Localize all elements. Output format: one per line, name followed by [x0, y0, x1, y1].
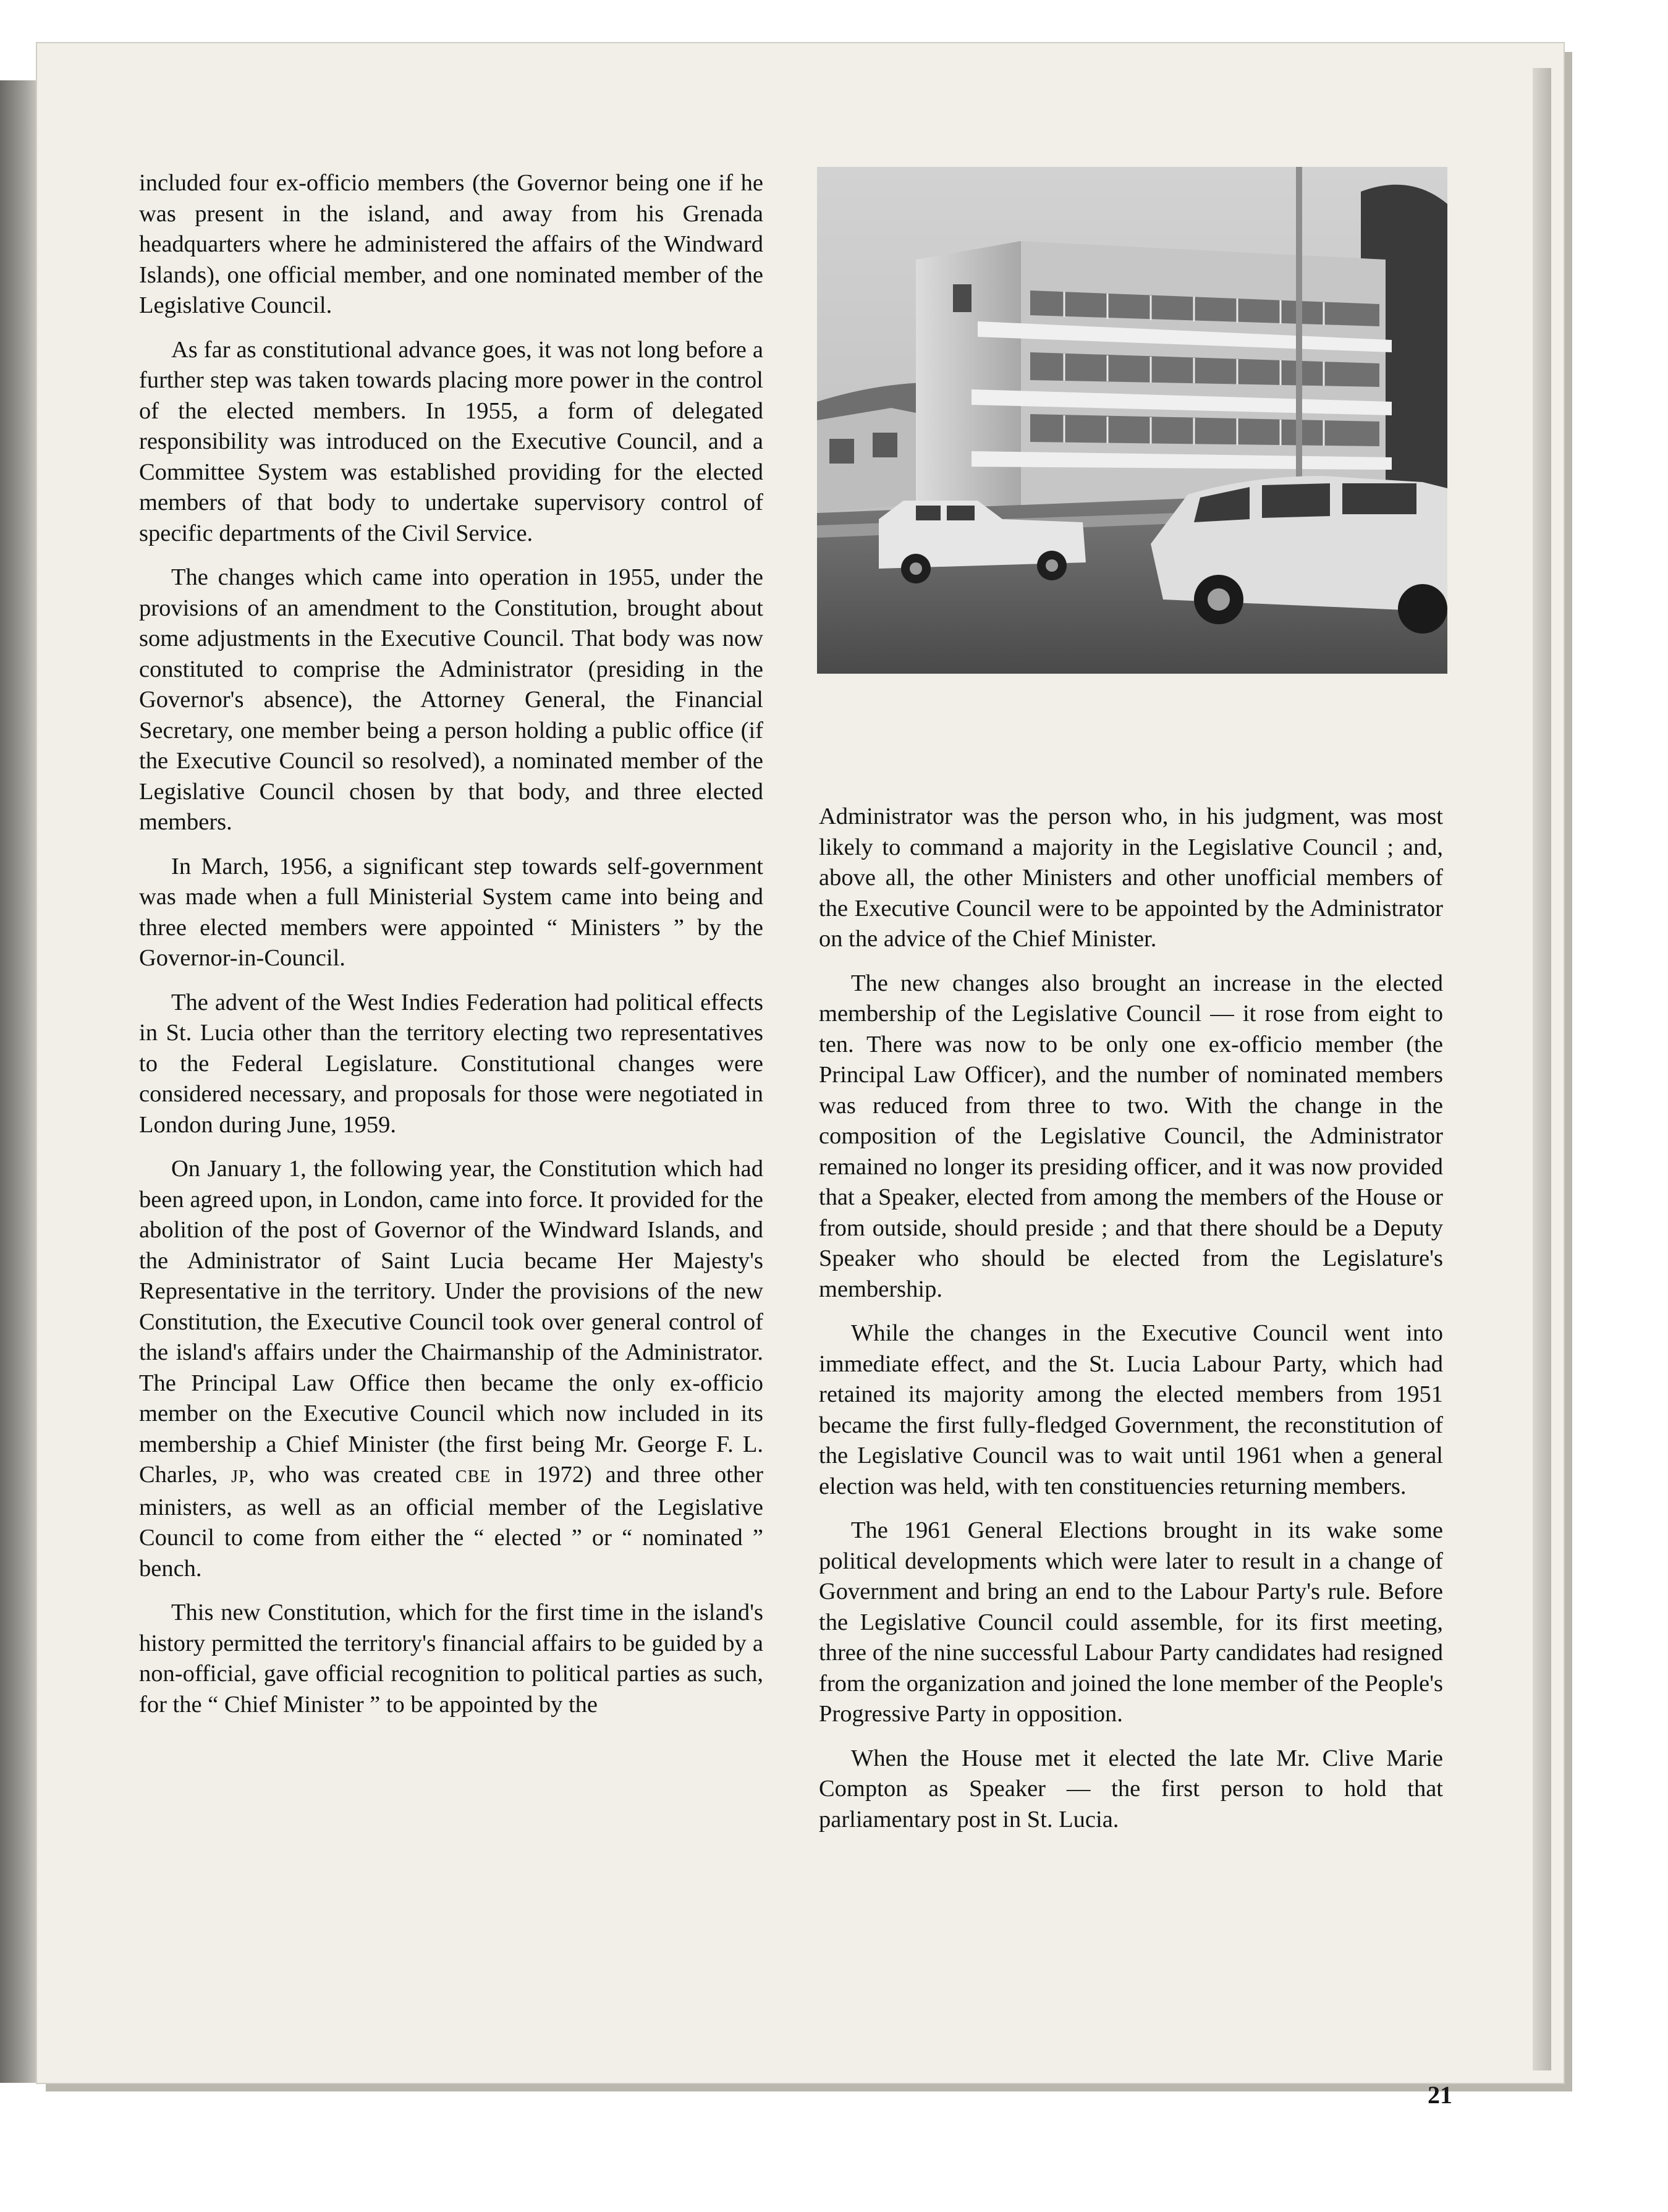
paragraph: This new Constitution, which for the first time in the island's history permitted the territory's financial affairs to be guided by a non-official, gave official recognition to political parties as such, for the “ Chief Minister ” to be appointed by the — [139, 1600, 763, 1718]
page-edge — [1533, 68, 1551, 2070]
paragraph: The advent of the West Indies Federation had political effects in St. Lucia other than the territory electing two representatives to the Federal Legislature. Constitutional changes were considered necessary, and proposals for those were negotiated in London during June, 1959. — [139, 989, 763, 1138]
paragraph: Administrator was the person who, in his judgment, was most likely to command a majority in the Legislative Council ; and, above all, the other Ministers and other unofficial members of the Executive Council were to be appointed by the Administrator on the advice of the Chief Minister. — [819, 803, 1443, 952]
right-text-column — [819, 802, 1443, 1849]
page-number: 21 — [1428, 2081, 1452, 2109]
paragraph: When the House met it elected the late Mr. Clive Marie Compton as Speaker — the first person to hold that parliamentary post in St. Lucia. — [819, 1745, 1443, 1833]
paragraph: The 1961 General Elections brought in its wake some political developments which were later to result in a change of Government and bring an end to the Labour Party's rule. Before the Legislative Council could assemble, for its first meeting, three of the nine successful Labour Party candidates had resigned from the organization and joined the lone member of the People's Progressive Party in opposition. — [819, 1517, 1443, 1727]
cbe-abbreviation: CBE — [455, 1467, 491, 1486]
left-text-column — [139, 168, 763, 1734]
building-photo — [817, 167, 1447, 674]
paragraph: In March, 1956, a significant step towards self-government was made when a full Ministerial System came into being and three elected members were appointed “ Ministers ” by the Governor-in-Council. — [139, 853, 763, 971]
paragraph-text: in 1972) and three other ministers, as well as an official member of the Legislative Council to come from either the “ elected ” or “ nominated ” bench. — [139, 1462, 764, 1582]
paragraph: included four ex-officio members (the Governor being one if he was present in the island, and away from his Grenada headquarters where he administered the affairs of the Windward Islands), one official member, and one nominated member of the Legislative Council. — [139, 170, 763, 318]
paragraph-text: , who was created — [248, 1462, 442, 1488]
paragraph — [139, 1154, 763, 1584]
paragraph: The new changes also brought an increase in the elected membership of the Legislative Council — it rose from eight to ten. There was now to be only one ex-officio member (the Principal Law Officer), and the number of nominated members was reduced from three to two. With the change in the composition of the Legislative Council, the Administrator remained no longer its presiding officer, and it was now provided that a Speaker, elected from among the members of the House or from outside, should preside ; and that there should be a Deputy Speaker who should be elected from the Legislature's membership. — [819, 970, 1443, 1302]
paragraph-text: On January 1, the following year, the Constitution which had been agreed upon, in London, came into force. It provided for the abolition of the post of Governor of the Windward Islands, and the Administrator of Saint Lucia became Her Majesty's Representative in the territory. Under the provisions of the new Constitution, the Executive Council took over general control of the island's affairs under the Chairmanship of the Administrator. The Principal Law Office then became the only ex-officio member on the Executive Council which now included in its membership a Chief Minister (the first being Mr. George F. L. Charles, — [139, 1156, 763, 1488]
paragraph: As far as constitutional advance goes, it was not long before a further step was taken towards placing more power in the control of the elected members. In 1955, a form of delegated responsibility was introduced on the Executive Council, and a Committee System was established providing for the elected members of that body to undertake supervisory control of specific departments of the Civil Service. — [139, 336, 763, 546]
jp-abbreviation: JP — [231, 1467, 249, 1486]
paragraph: While the changes in the Executive Council went into immediate effect, and the St. Lucia Labour Party, which had retained its majority among the elected members from 1951 became the first fully-fledged Government, the reconstitution of the Legislative Council was to wait until 1961 when a general election was held, with ten constituencies returning members. — [819, 1320, 1443, 1499]
paragraph: The changes which came into operation in 1955, under the provisions of an amendment to the Constitution, brought about some adjustments in the Executive Council. That body was now constituted to comprise the Administrator (presiding in the Governor's absence), the Attorney General, the Financial Secretary, one member being a person holding a public office (if the Executive Council so resolved), a nominated member of the Legislative Council chosen by that body, and three elected members. — [139, 564, 763, 835]
building-photo-icon — [817, 167, 1447, 674]
